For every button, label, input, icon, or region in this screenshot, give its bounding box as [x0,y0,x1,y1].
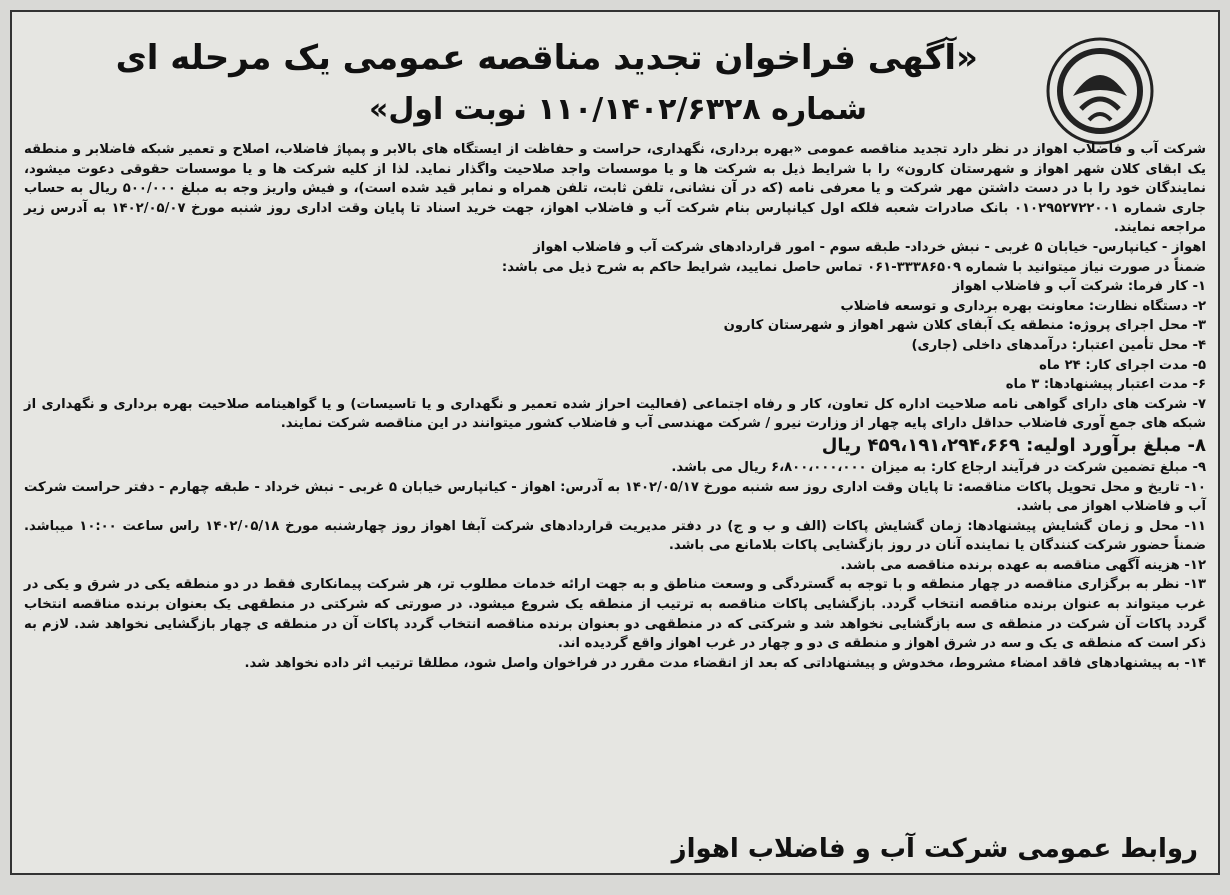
list-item: ۷- شرکت های دارای گواهی نامه صلاحیت اداره کل تعاون، کار و رفاه اجتماعی (فعالیت احراز شده تعمیر و نگهداری و یا تاسیسات) و یا گواهینامه صلاحیت بهره برداری و نگهداری از شبکه های جمع آوری فاضلاب حداقل دارای پایه چهار از وزارت نیرو / شرکت مهندسی آب و فاضلاب کشور میتوانند در این مناقصه شرکت نمایند. [24,396,1206,432]
list-item: ۱۴- به پیشنهادهای فاقد امضاء مشروط، مخدوش و پیشنهاداتی که بعد از انقضاء مدت مقرر در فراخوان واصل شود، مطلقا ترتیب اثر داده نخواهد شد. [244,655,1206,671]
public-relations-signature: روابط عمومی شرکت آب و فاضلاب اهواز [671,834,1198,864]
intro-paragraph: شرکت آب و فاضلاب اهواز در نظر دارد تجدید مناقصه عمومی «بهره برداری، نگهداری، حراست و حفاظت از ایستگاه های بالابر و پمپاژ فاضلاب، اصلاح و تعمیر شبکه فاضلابر و منطقه یک ابقای کلان شهر اهواز و شهرستان کارون» را با شرایط ذیل به شرکت ها و یا موسسات واجد صلاحیت واگذار نماید. لذا از کلیه شرکت ها و یا موسسات حقوقی دعوت میشود، نمایندگان خود را با در دست داشتن مهر شرکت و یا معرفی نامه (که در آن نشانی، تلفن ثابت، تلفن همراه و نمابر قید شده است)، و فیش واریز وجه به مبلغ ۵۰۰/۰۰۰ ریال به حساب جاری شماره ۰۱۰۲۹۵۲۷۲۲۰۰۱ بانک صادرات شعبه فلکه اول کیانپارس بنام شرکت آب و فاضلاب اهواز، جهت خرید اسناد تا پایان وقت اداری روز شنبه مورخ ۱۴۰۲/۰۵/۰۷ به آدرس زیر مراجعه نمایند. [24,142,1206,236]
list-item: ۱۱- محل و زمان گشایش پیشنهادها: زمان گشایش پاکات (الف و ب و ج) در دفتر مدیریت قراردادهای شرکت آبفا اهواز روز چهارشنبه مورخ ۱۴۰۲/۰۵/۱۸ راس ساعت ۱۰:۰۰ میباشد. ضمناً حضور شرکت کنندگان یا نماینده آنان در روز بازگشایی پاکات بلامانع می باشد. [24,518,1206,554]
list-item: ۱۰- تاریخ و محل تحویل پاکات مناقصه: تا پایان وقت اداری روز سه شنبه مورخ ۱۴۰۲/۰۵/۱۷ به آدرس: اهواز - کیانپارس خیابان ۵ غربی - نبش خرداد - طبقه چهارم - دفتر حراست شرکت آب و فاضلاب اهواز می باشد. [24,479,1206,515]
list-item: ۴- محل تأمین اعتبار: درآمدهای داخلی (جاری) [911,337,1206,353]
notice-title: «آگهی فراخوان تجدید مناقصه عمومی یک مرحله ای [115,38,978,78]
list-item: ۵- مدت اجرای کار: ۲۴ ماه [1039,357,1206,373]
notice-page [10,10,1220,875]
list-item: ۹- مبلغ تضمین شرکت در فرآیند ارجاع کار: به میزان ۶،۸۰۰،۰۰۰،۰۰۰ ریال می باشد. [671,459,1206,475]
list-item: ۳- محل اجرای پروژه: منطقه یک آبفای کلان شهر اهواز و شهرستان کارون [723,318,1206,334]
list-item: ۱- کار فرما: شرکت آب و فاضلاب اهواز [952,279,1206,295]
list-item: ۶- مدت اعتبار پیشنهادها: ۳ ماه [1005,377,1206,393]
company-logo-icon [1043,34,1158,149]
contact-line: ضمناً در صورت نیاز میتوانید با شماره ۳۳۳۸۶۵۰۹-۰۶۱ تماس حاصل نمایید، شرایط حاکم به شرح ذیل می باشد: [501,259,1206,275]
list-item: ۱۳- نظر به برگزاری مناقصه در چهار منطقه و با توجه به گستردگی و وسعت مناطق و به جهت ارائه خدمات مطلوب تر، هر شرکت پیمانکاری فقط در دو منطقه یکی در شرق و یکی در غرب میتواند به عنوان برنده مناقصه انتخاب گردد. بازگشایی پاکات مناقصه به ترتیب از منطقه یک شروع میشود. در صورتی که شرکتی در منطقهی یک بعنوان برنده مناقصه انتخاب گردد پاکات آن شرکت در منطقه ی سه بازگشایی نخواهد شد و شرکتی که در منطقهی دو بعنوان برنده مناقصه انتخاب گردد پاکات آن در منطقه ی چهار بازگشایی نخواهد شد. لازم به ذکر است که منطقه ی یک و سه در شرق اهواز و منطقه ی دو و چهار در غرب اهواز واقع گردیده اند. [24,577,1206,652]
list-item: ۱۲- هزینه آگهی مناقصه به عهده برنده مناقصه می باشد. [840,557,1206,573]
notice-body [24,140,1206,673]
list-item-estimate: ۸- مبلغ برآورد اولیه: ۴۵۹،۱۹۱،۲۹۴،۶۶۹ ریال [821,434,1206,456]
list-item: ۲- دستگاه نظارت: معاونت بهره برداری و توسعه فاضلاب [840,298,1206,314]
address-line: اهواز - کیانپارس- خیابان ۵ غربی - نبش خرداد- طبقه سوم - امور قراردادهای شرکت آب و فاضلاب اهواز [533,239,1206,255]
notice-number: شماره ۱۱۰/۱۴۰۲/۶۳۲۸ نوبت اول» [369,92,867,127]
